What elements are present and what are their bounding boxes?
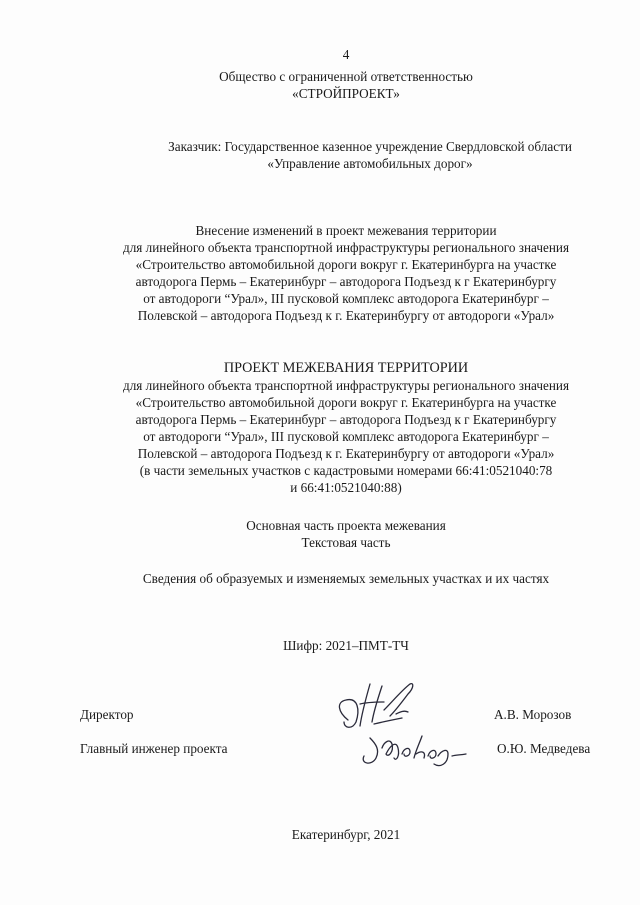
organization-line-1: Общество с ограниченной ответственностью	[219, 69, 473, 84]
page-number-text: 4	[342, 47, 350, 62]
intro-line: автодорога Пермь – Екатеринбург – автодорога Подъезд к г Екатеринбургу	[135, 274, 557, 289]
intro-line: для линейного объекта транспортной инфраструктуры регионального значения	[122, 240, 570, 255]
project-line: и 66:41:0521040:88)	[290, 480, 402, 495]
info-block	[26, 570, 640, 587]
handwritten-signatures	[330, 672, 480, 782]
project-line: от автодороги “Урал», III пусковой комплекс автодорога Екатеринбург –	[143, 429, 549, 444]
customer-block	[50, 138, 640, 172]
engineer-label: Главный инженер проекта	[80, 741, 228, 756]
part-line-1: Основная часть проекта межевания	[246, 518, 446, 533]
project-line: «Строительство автомобильной дороги вокруг г. Екатеринбурга на участке	[135, 395, 557, 410]
project-line: для линейного объекта транспортной инфраструктуры регионального значения	[122, 378, 570, 393]
city-year-text: Екатеринбург, 2021	[291, 827, 401, 842]
part-line-2: Текстовая часть	[301, 535, 391, 550]
project-line: автодорога Пермь – Екатеринбург – автодорога Подъезд к г Екатеринбургу	[135, 412, 557, 427]
project-line: Полевской – автодорога Подъезд к г. Екатеринбургу от автодороги «Урал»	[137, 446, 555, 461]
part-block	[26, 517, 640, 551]
project-line: (в части земельных участков с кадастровыми номерами 66:41:0521040:78	[139, 463, 553, 478]
city-year-block	[26, 826, 640, 843]
cipher-block	[26, 637, 640, 654]
director-label: Директор	[80, 707, 134, 722]
intro-line: от автодороги “Урал», III пусковой комплекс автодорога Екатеринбург –	[143, 291, 549, 306]
organization-block	[26, 68, 640, 102]
intro-line: Полевской – автодорога Подъезд к г. Екатеринбургу от автодороги «Урал»	[137, 308, 555, 323]
organization-line-2: «СТРОЙПРОЕКТ»	[292, 86, 400, 101]
page-number	[26, 46, 640, 63]
director-name: А.В. Морозов	[494, 707, 572, 722]
intro-line: «Строительство автомобильной дороги вокруг г. Екатеринбурга на участке	[135, 257, 557, 272]
cipher-text: Шифр: 2021–ПМТ-ТЧ	[283, 638, 409, 653]
intro-line: Внесение изменений в проект межевания территории	[195, 223, 497, 238]
intro-block	[26, 222, 640, 324]
project-title-block	[26, 360, 640, 496]
customer-line-2: «Управление автомобильных дорог»	[267, 156, 473, 171]
info-text: Сведения об образуемых и изменяемых земельных участках и их частях	[142, 571, 550, 586]
project-heading: ПРОЕКТ МЕЖЕВАНИЯ ТЕРРИТОРИИ	[223, 360, 469, 376]
customer-line-1: Заказчик: Государственное казенное учреждение Свердловской области	[168, 139, 572, 154]
engineer-name: О.Ю. Медведева	[497, 741, 591, 756]
